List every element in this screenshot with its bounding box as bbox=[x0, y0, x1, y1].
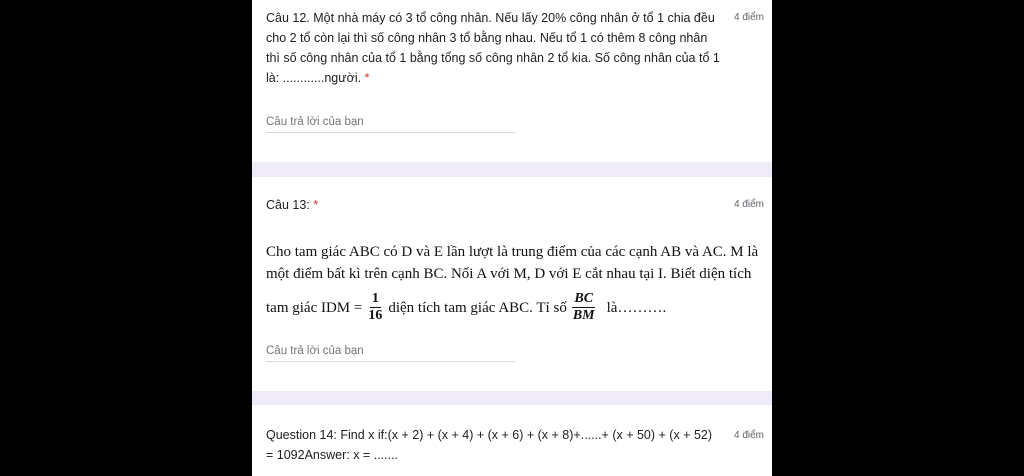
question-14-points: 4 điểm bbox=[733, 430, 764, 441]
formula-middle: diện tích tam giác ABC. Tỉ số bbox=[388, 299, 567, 316]
fraction-denominator: 16 bbox=[368, 308, 383, 323]
fraction-numerator: BC bbox=[574, 291, 594, 306]
formula-suffix: là………. bbox=[606, 299, 667, 316]
form-column bbox=[252, 0, 772, 476]
question-13-image-text: Cho tam giác ABC có D và E lần lượt là trung điểm của các cạnh AB và AC. M là một điểm bất kì trên cạnh BC. Nối A với M, D với E cắt nhau tại I. Biết diện tích bbox=[266, 244, 759, 282]
question-card-14 bbox=[252, 405, 772, 476]
question-13-title bbox=[266, 195, 318, 215]
question-12-text bbox=[266, 8, 722, 88]
question-12-label: Câu 12. Một nhà máy có 3 tổ công nhân. Nếu lấy 20% công nhân ở tổ 1 chia đều cho 2 tổ còn lại thì số công nhân 3 tổ bằng nhau. Nếu tổ 1 có thêm 8 công nhân thì số công nhân của tổ 1 bằng tổng số công nhân 2 tổ kia. Số công nhân của tổ 1 là: ............người. bbox=[266, 11, 720, 85]
fraction-bc-bm bbox=[571, 291, 597, 324]
formula-prefix: tam giác IDM = bbox=[266, 299, 363, 316]
question-12-points: 4 điểm bbox=[733, 12, 764, 23]
question-13-answer-input[interactable]: Câu trả lời của bạn bbox=[266, 345, 516, 362]
required-asterisk: * bbox=[313, 198, 319, 212]
question-14-text: Question 14: Find x if:(x + 2) + (x + 4) + (x + 6) + (x + 8)+......+ (x + 50) + (x + 52) = 1092Answer: x = ....... bbox=[266, 428, 713, 462]
question-13-image bbox=[266, 241, 766, 324]
question-card-12 bbox=[252, 0, 772, 162]
question-13-formula bbox=[266, 291, 766, 324]
question-13-points: 4 điểm bbox=[733, 199, 764, 210]
required-asterisk: * bbox=[364, 71, 370, 85]
fraction-one-sixteenth bbox=[366, 291, 384, 324]
fraction-denominator: BM bbox=[572, 308, 595, 323]
fraction-numerator: 1 bbox=[371, 291, 379, 306]
question-13-label: Câu 13: bbox=[266, 198, 310, 212]
question-12-answer-input[interactable]: Câu trả lời của bạn bbox=[266, 116, 516, 133]
question-card-13 bbox=[252, 177, 772, 391]
